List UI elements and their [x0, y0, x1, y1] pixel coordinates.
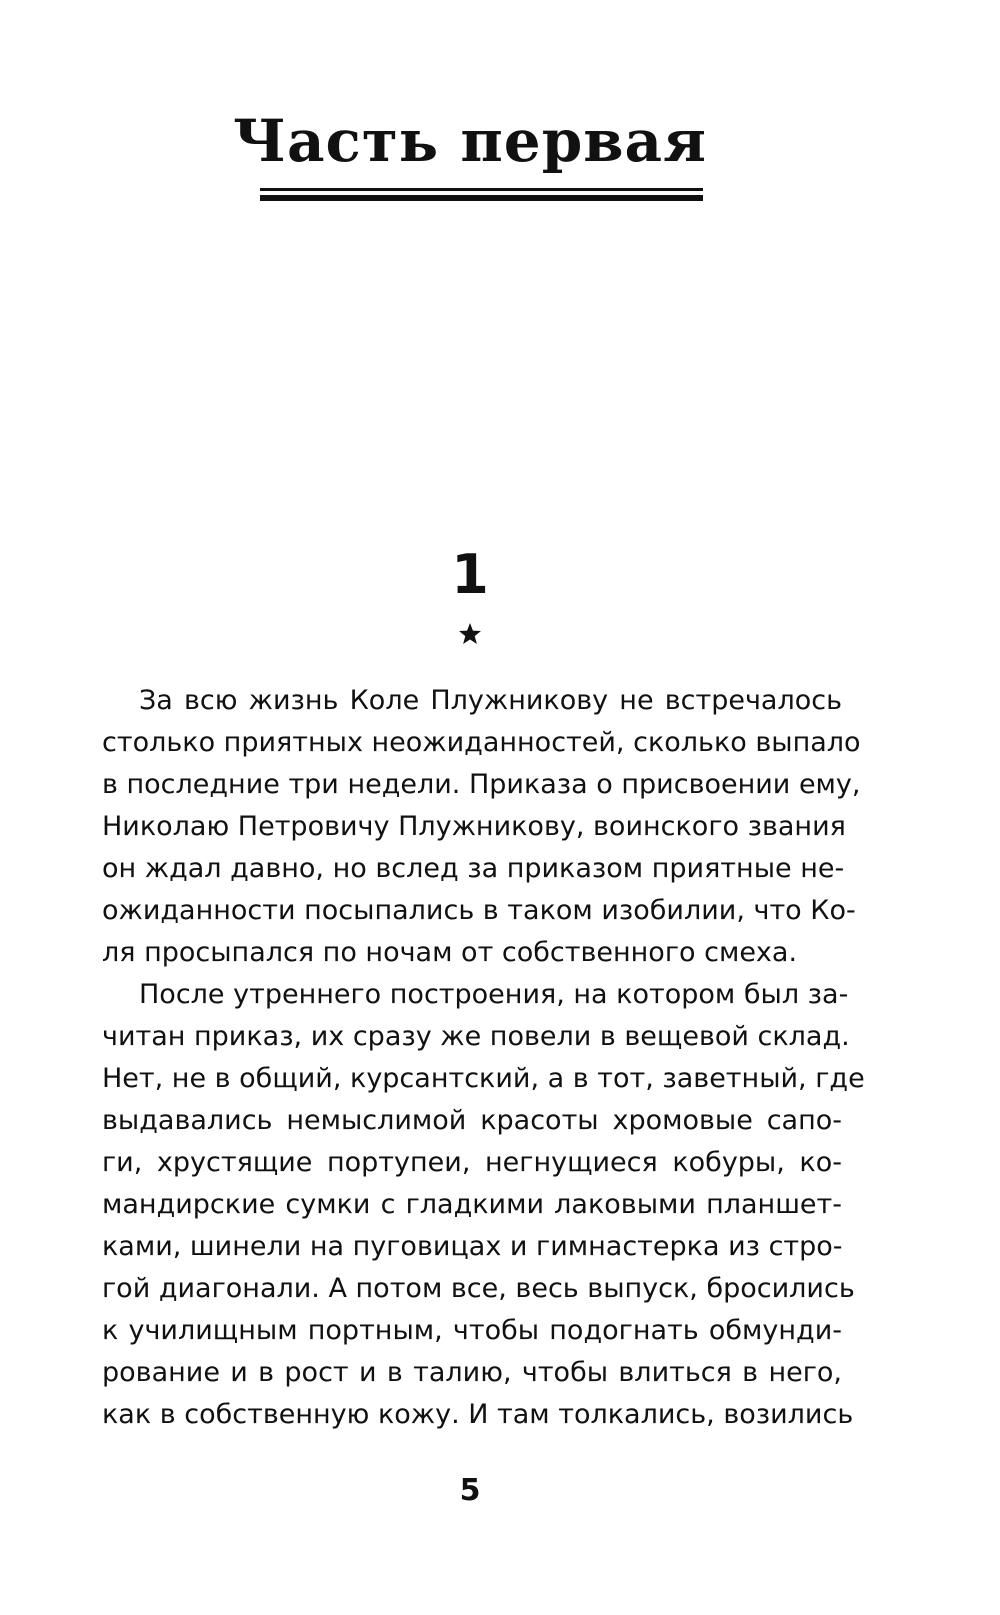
title-underline-thick — [260, 195, 703, 201]
text-line: как в собственную кожу. И там толкались, возились — [102, 1399, 854, 1430]
paragraph-2 — [102, 974, 865, 1436]
title-underline-thin — [260, 188, 703, 191]
page-number: 5 — [459, 1473, 481, 1508]
text-line: ками, шинели на пуговицах и гимнастерка из стро- — [102, 1231, 843, 1262]
text-line: к училищным портным, чтобы подогнать обмунди- — [102, 1315, 842, 1346]
part-title: Часть первая — [233, 107, 707, 175]
text-line: в последние три недели. Приказа о присвоении ему, — [102, 769, 861, 800]
text-line: столько приятных неожиданностей, сколько выпало — [102, 727, 861, 758]
text-line: Нет, не в общий, курсантский, а в тот, заветный, где — [102, 1063, 865, 1094]
chapter-number: 1 — [451, 543, 489, 606]
text-line: ля просыпался по ночам от собственного смеха. — [102, 937, 798, 968]
text-line: рование и в рост и в талию, чтобы влиться в него, — [102, 1357, 842, 1388]
text-line: он ждал давно, но вслед за приказом приятные не- — [102, 853, 845, 884]
text-line: Николаю Петровичу Плужникову, воинского звания — [102, 811, 846, 842]
text-line: ожиданности посыпались в таком изобилии, что Ко- — [102, 895, 856, 926]
text-line: выдавались немыслимой красоты хромовые сапо- — [102, 1105, 842, 1136]
text-line: После утреннего построения, на котором был за- — [139, 979, 849, 1010]
paragraph-1 — [102, 680, 861, 974]
text-line: За всю жизнь Коле Плужникову не встречалось — [139, 685, 842, 716]
text-line: мандирские сумки с гладкими лаковыми планшет- — [102, 1189, 842, 1220]
text-line: гой диагонали. А потом все, весь выпуск, бросились — [102, 1273, 855, 1304]
text-line: ги, хрустящие портупеи, негнущиеся кобуры, ко- — [102, 1147, 842, 1178]
text-line: читан приказ, их сразу же повели в вещевой склад. — [102, 1021, 850, 1052]
star-icon — [458, 622, 482, 646]
body-text — [102, 680, 865, 1436]
